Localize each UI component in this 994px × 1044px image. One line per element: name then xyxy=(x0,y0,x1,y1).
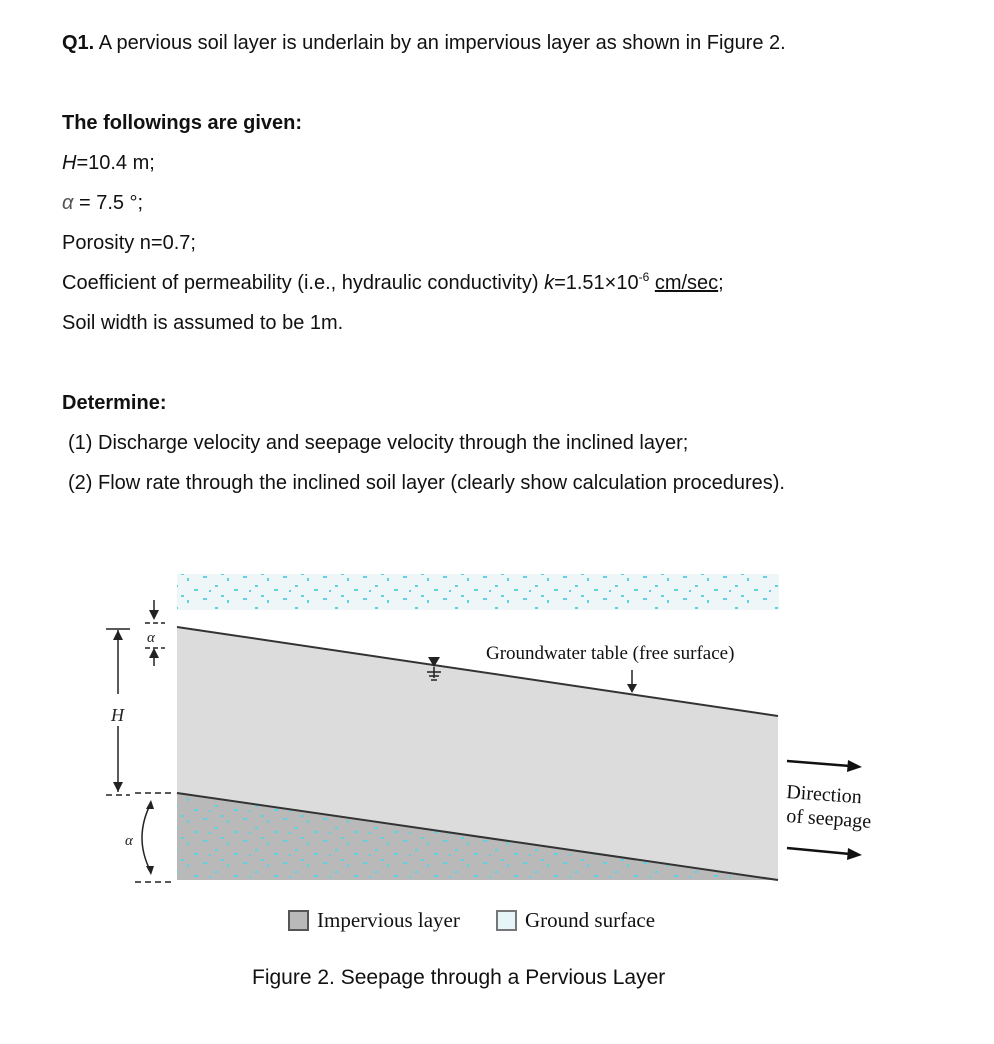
legend-impervious xyxy=(288,908,460,933)
direction-label-2: of seepage xyxy=(785,805,872,833)
ground-swatch xyxy=(496,910,517,931)
determine-item-1: (1) Discharge velocity and seepage velocity through the inclined layer; xyxy=(68,432,689,454)
k-value: =1.51×10 xyxy=(554,272,639,294)
impervious-swatch xyxy=(288,910,309,931)
legend-ground-label: Ground surface xyxy=(525,908,656,932)
gwt-arrow xyxy=(627,670,637,693)
k-exponent: -6 xyxy=(638,270,650,284)
gwt-label: Groundwater table (free surface) xyxy=(486,643,735,664)
H-value: =10.4 m; xyxy=(76,152,155,174)
given-H xyxy=(62,152,155,175)
k-prefix: Coefficient of permeability (i.e., hydraulic conductivity) xyxy=(62,272,545,294)
label-alpha-top: α xyxy=(147,630,155,646)
k-end: ; xyxy=(718,272,724,294)
given-alpha xyxy=(62,192,143,215)
k-symbol: k xyxy=(544,272,555,294)
given-porosity: Porosity n=0.7; xyxy=(62,232,196,254)
alpha-symbol: α xyxy=(62,192,74,214)
direction-label-1: Direction xyxy=(785,781,863,809)
question-number: Q1. xyxy=(62,32,95,54)
given-width: Soil width is assumed to be 1m. xyxy=(62,312,344,334)
legend-impervious-label: Impervious layer xyxy=(317,908,460,932)
alpha-bottom-dimension xyxy=(135,793,172,882)
given-heading: The followings are given: xyxy=(62,112,303,134)
determine-heading: Determine: xyxy=(62,392,167,414)
k-unit: cm/sec xyxy=(654,272,719,294)
ground-surface xyxy=(177,574,779,610)
label-H: H xyxy=(111,705,124,725)
alpha-value: = 7.5 °; xyxy=(73,192,144,214)
H-symbol: H xyxy=(62,152,77,174)
seepage-figure xyxy=(0,560,994,900)
legend-ground xyxy=(496,908,655,933)
question-intro: A pervious soil layer is underlain by an impervious layer as shown in Figure 2. xyxy=(98,32,786,54)
given-k xyxy=(62,272,724,295)
determine-item-2: (2) Flow rate through the inclined soil layer (clearly show calculation procedures). xyxy=(68,472,785,494)
label-alpha-bottom: α xyxy=(125,833,133,849)
question-line xyxy=(62,32,786,55)
figure-caption: Figure 2. Seepage through a Pervious Layer xyxy=(252,966,666,989)
